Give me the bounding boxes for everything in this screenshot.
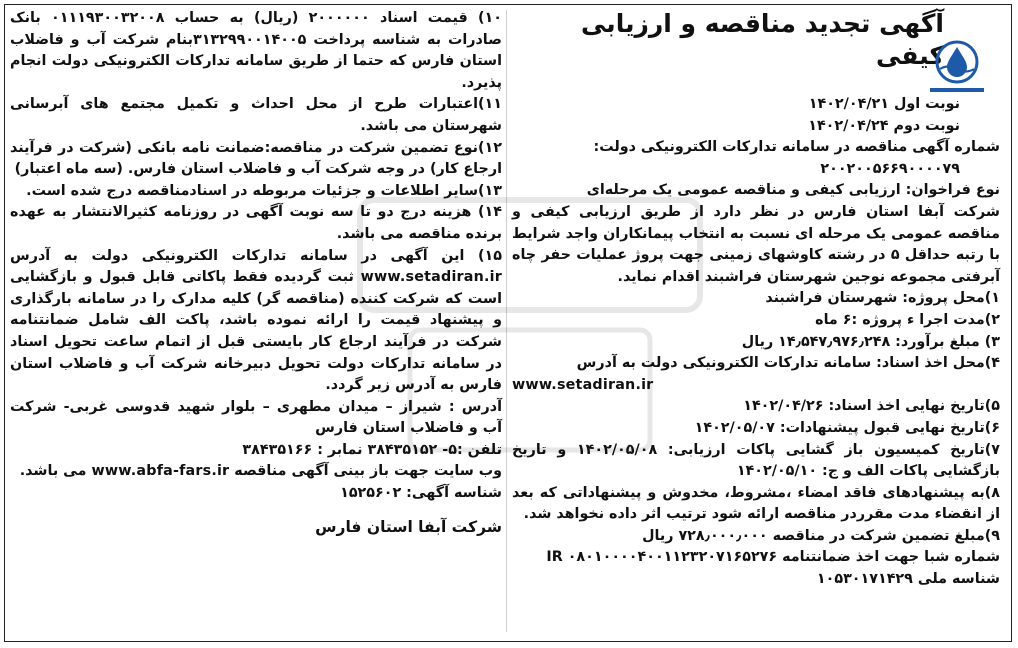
list-item: ۹)مبلغ تضمین شرکت در مناقصه ۷۲۸٫۰۰۰٫۰۰۰ ریال xyxy=(642,527,1000,544)
left-column xyxy=(10,8,502,538)
water-drop-logo xyxy=(924,38,990,100)
website-link[interactable]: www.abfa-fars.ir xyxy=(91,463,230,480)
list-item: ۱۳)سایر اطلاعات و جزئیات مربوطه در اسنادمناقصه درج شده است. xyxy=(26,182,502,199)
address: آدرس : شیراز – میدان مطهری – بلوار شهید قدوسی غربی- شرکت آب و فاضلاب استان فارس xyxy=(10,398,502,437)
setad-number-label: شماره آگهی مناقصه در سامانه تدارکات الکترونیکی دولت: xyxy=(593,139,1000,156)
list-item: ۱۰) قیمت اسناد ۲۰۰۰۰۰۰ (ریال) به حساب ۰۱۱۱۹۳۰۰۳۲۰۰۸ بانک صادرات به شناسه پرداخت ۳۱۳۲۹۹۰۰۱۴۰۰۵بنام شرکت آب و فاضلاب استان فارس که حتما از طریق سامانه تدارکات الکترونیکی دولت انجام پذیرد. xyxy=(10,10,502,91)
item15-prefix: ۱۵) این آگهی در سامانه تدارکات الکترونیکی دولت به آدرس xyxy=(10,247,502,264)
website-prefix: وب سایت جهت باز بینی آگهی مناقصه xyxy=(234,463,502,480)
intro-paragraph: شرکت آبفا استان فارس در نظر دارد از طریق ارزیابی کیفی و مناقصه عمومی یک مرحله ای نسبت به انتخاب پیمانکاران واجد شرایط با رتبه حداقل ۵ در رشته کاوشهای زمینی جهت پروژ عملیات حفر چاه آبرفتی مجموعه نوجین شهرستان فراشبند اقدام نماید. xyxy=(512,203,1000,285)
list-item: ۵)تاریخ نهایی اخذ اسناد: ۱۴۰۲/۰۴/۲۶ xyxy=(743,398,1000,415)
list-item: ۷)تاریخ کمیسیون باز گشایی پاکات ارزیابی: ۱۴۰۲/۰۵/۰۸ و تاریخ بازگشایی پاکات الف و ج: ۱۴۰۲/۰۵/۱۰ xyxy=(512,441,1000,480)
phone: تلفن :۵- ۳۸۴۳۵۱۵۲ نمابر : ۳۸۴۳۵۱۶۶ xyxy=(242,441,502,458)
website-suffix: می باشد. xyxy=(19,463,87,480)
signature: شرکت آبفا استان فارس xyxy=(315,517,502,536)
list-item: ۳) مبلغ برآورد: ۱۴٫۵۴۷٫۹۷۶٫۲۴۸ ریال xyxy=(741,333,1000,350)
list-item: ۱۱)اعتبارات طرح از محل احداث و تکمیل مجتمع های آبرسانی شهرستان می باشد. xyxy=(10,96,502,134)
national-id: شناسه ملی ۱۰۵۳۰۱۷۱۴۲۹ xyxy=(816,571,1000,588)
water-drop-logo-icon xyxy=(924,38,990,100)
page-title: آگهی تجدید مناقصه و ارزیابی کیفی xyxy=(581,9,944,70)
notice-second: نوبت دوم ۱۴۰۲/۰۴/۲۴ xyxy=(808,117,960,134)
setad-url-line xyxy=(512,375,1000,397)
setad-url-link-2[interactable]: www.setadiran.ir xyxy=(360,269,502,286)
column-divider xyxy=(506,10,507,632)
list-item: ۴)محل اخذ اسناد: سامانه تدارکات الکترونیکی دولت به آدرس xyxy=(576,355,1000,372)
list-item: ۸)به پیشنهادهای فاقد امضاء ،مشروط، مخدوش و پیشنهاداتی که بعد از انقضاء مدت مقرردر مناقصه ارائه شود ترتیب اثر داده نخواهد شد. xyxy=(512,484,1000,523)
setad-url-link[interactable]: www.setadiran.ir xyxy=(512,376,654,393)
list-item: ۲)مدت اجرا ء پروژه :۶ ماه xyxy=(815,311,1000,328)
right-column xyxy=(512,8,1000,591)
ad-id: شناسه آگهی: ۱۵۲۵۶۰۲ xyxy=(340,485,502,502)
list-item: ۱۲)نوع تضمین شرکت در مناقصه:ضمانت نامه بانکی (شرکت در فرآیند ارجاع کار) در وجه شرکت آب و فاضلاب استان فارس. (سه ماه اعتبار) xyxy=(10,139,502,178)
list-item: ۱)محل پروژه: شهرستان فراشبند xyxy=(765,290,1000,307)
setad-number: ۲۰۰۲۰۰۵۶۶۹۰۰۰۰۷۹ xyxy=(820,160,960,177)
item15-rest: ثبت گردیده فقط پاکاتی قابل قبول و بازگشایی است که شرکت کننده (مناقصه گر) کلیه مدارک را در سامانه بارگذاری و پیشنهاد قیمت را ارائه نموده باشد، پاکت الف شامل ضمانتنامه شرکت در فرآیند ارجاع کار بایستی قبل از اتمام ساعت تحویل اسناد در سامانه تدارکات دولت تحویل دبیرخانه شرکت آب و فاضلاب استان فارس به آدرس زیر گردد. xyxy=(10,269,502,394)
notice-first: نوبت اول ۱۴۰۲/۰۴/۲۱ xyxy=(808,96,960,112)
list-item-15 xyxy=(10,246,502,397)
call-type: نوع فراخوان: ارزیابی کیفی و مناقصه عمومی یک مرحله‌ای xyxy=(586,182,1000,199)
list-item: ۶)تاریخ نهایی قبول پیشنهادات: ۱۴۰۲/۰۵/۰۷ xyxy=(694,419,1000,436)
sheba-number: شماره شبا جهت اخذ ضمانتنامه IR ۰۸۰۱۰۰۰۰۴۰۰۱۱۲۳۲۰۷۱۶۵۲۷۶ xyxy=(546,549,1000,566)
website-line xyxy=(10,461,502,483)
list-item: ۱۴) هزینه درج دو تا سه نوبت آگهی در روزنامه کثیرالانتشار به عهده برنده مناقصه می باشد. xyxy=(10,204,502,242)
